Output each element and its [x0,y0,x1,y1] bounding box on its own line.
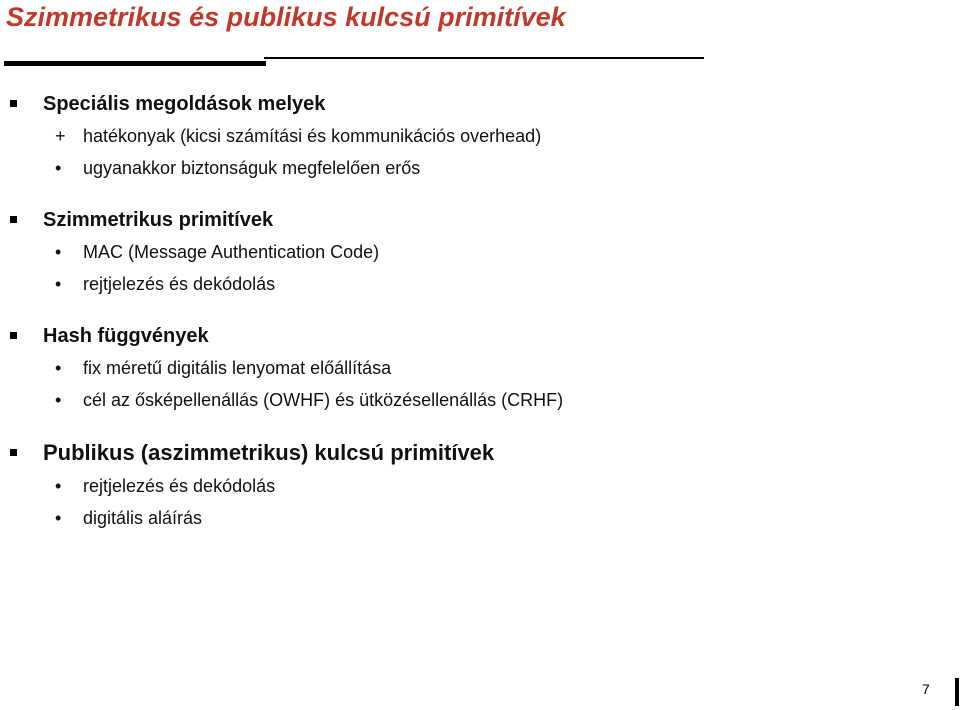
list-item-text: fix méretű digitális lenyomat előállítása [83,358,392,378]
dot-bullet-icon: • [55,476,62,496]
list-item-text: cél az ősképellenállás (OWHF) és ütközésellenállás (CRHF) [83,390,564,410]
title-rule-thick [4,61,266,66]
list-item [0,384,960,416]
section-hash-functions [0,320,960,416]
section-heading-text: Szimmetrikus primitívek [43,209,274,231]
section-heading [0,88,960,120]
section-heading [0,204,960,236]
section-heading-text: Speciális megoldások melyek [43,93,326,115]
section-heading [0,436,960,470]
page-number: 7 [922,681,930,697]
square-bullet-icon [10,332,17,339]
list-item-text: digitális aláírás [83,508,203,528]
section-symmetric-primitives [0,204,960,300]
list-item-text: hatékonyak (kicsi számítási és kommunikációs overhead) [83,126,542,146]
list-item-text: ugyanakkor biztonságuk megfelelően erős [83,158,421,178]
list-item [0,120,960,152]
list-item-text: MAC (Message Authentication Code) [83,242,380,262]
dot-bullet-icon: • [55,274,62,294]
dot-bullet-icon: • [55,158,62,178]
section-heading-text: Hash függvények [43,325,209,347]
list-item [0,470,960,502]
dot-bullet-icon: • [55,358,62,378]
list-item [0,502,960,534]
title-rule-thin [264,57,704,59]
square-bullet-icon [10,216,17,223]
plus-bullet-icon: + [55,126,66,146]
list-item [0,268,960,300]
dot-bullet-icon: • [55,508,62,528]
list-item-text: rejtjelezés és dekódolás [83,476,276,496]
section-heading [0,320,960,352]
dot-bullet-icon: • [55,242,62,262]
list-item-text: rejtjelezés és dekódolás [83,274,276,294]
dot-bullet-icon: • [55,390,62,410]
slide-title: Szimmetrikus és publikus kulcsú primitívek [6,2,566,32]
slide-content [0,88,960,554]
section-public-key-primitives [0,436,960,534]
square-bullet-icon [10,100,17,107]
list-item [0,352,960,384]
list-item [0,236,960,268]
corner-bar [955,678,959,706]
section-special-solutions [0,88,960,184]
list-item [0,152,960,184]
section-heading-text: Publikus (aszimmetrikus) kulcsú primitívek [43,440,495,465]
square-bullet-icon [10,449,17,456]
